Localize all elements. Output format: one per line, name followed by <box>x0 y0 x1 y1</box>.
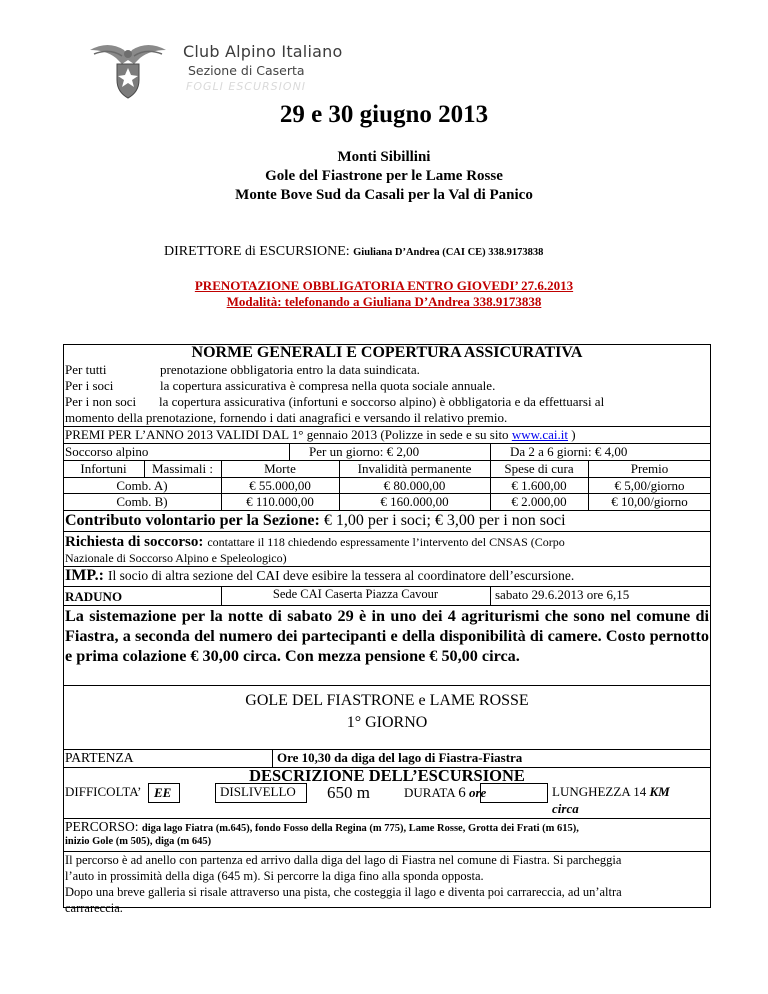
route-description <box>65 852 709 916</box>
lunghezza-unit: KM <box>649 784 670 799</box>
durata-value: 6 <box>458 785 466 801</box>
contributo-label: Contributo volontario per la Sezione: <box>65 512 320 529</box>
contributo-text: € 1,00 per i soci; € 3,00 per i non soci <box>323 512 566 529</box>
director-label: DIRETTORE di ESCURSIONE: <box>164 244 350 259</box>
percorso-label: PERCORSO: <box>65 819 139 834</box>
subtitle-area: Monti Sibillini <box>337 149 431 165</box>
contributo-line <box>65 512 566 530</box>
norm-text-all: prenotazione obbligatoria entro la data suindicata. <box>160 362 420 377</box>
imp-label: IMP.: <box>65 567 104 584</box>
ins-row-a-morte: € 55.000,00 <box>249 478 311 493</box>
soccorso-multi-day: Da 2 a 6 giorni: € 4,00 <box>510 444 628 459</box>
booking-line-1: PRENOTAZIONE OBBLIGATORIA ENTRO GIOVEDI’ 27.6.2013 <box>194 278 574 293</box>
ins-row-a-label: Comb. A) <box>116 478 168 493</box>
dislivello-value: 650 m <box>327 783 370 802</box>
ins-row-a-premio: € 5,00/giorno <box>614 478 685 493</box>
ins-row-b-label: Comb. B) <box>116 494 168 509</box>
percorso-line <box>65 819 579 835</box>
imp-text: Il socio di altra sezione del CAI deve esibire la tessera al coordinatore dell’escursione. <box>107 568 575 583</box>
raduno-time: sabato 29.6.2013 ore 6,15 <box>495 587 630 602</box>
ins-row-a-invalidita: € 80.000,00 <box>383 478 446 493</box>
norm-continuation: momento della prenotazione, fornendo i dati anagrafici e versando il relativo premio. <box>65 410 508 425</box>
ins-row-b-morte: € 110.000,00 <box>246 494 314 509</box>
ins-row-a-spese: € 1.600,00 <box>511 478 567 493</box>
ins-header-massimali: Massimali : <box>151 461 214 476</box>
percorso-text2: inizio Gole (m 505), diga (m 645) <box>65 836 212 847</box>
imp-line <box>65 567 574 585</box>
ins-header-premio: Premio <box>630 461 669 476</box>
description-heading: DESCRIZIONE DELL’ESCURSIONE <box>249 766 525 785</box>
durata-unit: ore <box>468 785 487 800</box>
lunghezza-line <box>552 784 670 800</box>
durata-label: DURATA <box>404 785 455 800</box>
route-desc-line-3: Dopo una breve galleria si risale attraverso una pista, che costeggia il lago e diventa poi carrareccia, ad un’altra <box>65 885 622 899</box>
norm-who-soci: Per i soci <box>65 378 114 393</box>
durata-line <box>404 785 486 802</box>
soccorso-request <box>65 533 709 551</box>
norm-who-all: Per tutti <box>65 362 107 377</box>
director-value: Giuliana D’Andrea (CAI CE) 338.9173838 <box>353 247 544 258</box>
cai-eagle-emblem-icon <box>88 36 168 102</box>
day1-header <box>63 690 711 734</box>
premi-end: ) <box>571 427 576 442</box>
premi-text: PREMI PER L’ANNO 2013 VALIDI DAL 1° gennaio 2013 (Polizze in sede e su sito <box>65 427 509 442</box>
faded-watermark: FOGLI ESCURSIONI <box>186 80 307 93</box>
partenza-label: PARTENZA <box>65 750 134 765</box>
subtitle-day1: Gole del Fiastrone per le Lame Rosse <box>265 168 503 184</box>
booking-notice <box>0 278 768 310</box>
director-line <box>164 244 543 260</box>
lunghezza-label: LUNGHEZZA 14 <box>552 784 647 799</box>
club-section: Sezione di Caserta <box>188 63 305 78</box>
difficolta-label: DIFFICOLTA’ <box>65 784 142 799</box>
route-desc-line-2: l’auto in prossimità della diga (645 m). Si percorre la diga fino alla sponda opposta. <box>65 869 484 883</box>
percorso-text: diga lago Fiatra (m.645), fondo Fosso della Regina (m 775), Lame Rosse, Grotta dei Frati (m 615), <box>141 823 579 834</box>
soccorso-request-text2: Nazionale di Soccorso Alpino e Speleologico) <box>65 551 287 565</box>
subtitles <box>0 148 768 205</box>
soccorso-request-text: contattare il 118 chiedendo espressamente l’intervento del CNSAS (Corpo <box>207 535 565 549</box>
route-desc-line-4: carrareccia. <box>65 901 123 915</box>
club-name: Club Alpino Italiano <box>183 42 343 61</box>
norm-who-nonsoci: Per i non soci <box>65 394 137 409</box>
soccorso-label: Soccorso alpino <box>65 444 149 459</box>
soccorso-request-label: Richiesta di soccorso: <box>65 534 204 550</box>
ins-row-b-premio: € 10,00/giorno <box>611 494 688 509</box>
ins-header-spese: Spese di cura <box>504 461 574 476</box>
day1-title: GOLE DEL FIASTRONE e LAME ROSSE <box>245 692 529 709</box>
raduno-place: Sede CAI Caserta Piazza Cavour <box>272 587 439 601</box>
ins-row-b-spese: € 2.000,00 <box>511 494 567 509</box>
premi-line <box>65 427 576 443</box>
subtitle-day2: Monte Bove Sud da Casali per la Val di Panico <box>235 187 533 203</box>
durata-box <box>480 783 548 803</box>
soccorso-one-day: Per un giorno: € 2,00 <box>309 444 420 459</box>
lunghezza-note: circa <box>552 801 579 816</box>
cai-website-link[interactable]: www.cai.it <box>511 427 569 442</box>
norm-text-nonsoci: la copertura assicurativa (infortuni e soccorso alpino) è obbligatoria e da effettuarsi al <box>159 394 605 409</box>
ins-header-invalidita: Invalidità permanente <box>357 461 472 476</box>
ins-header-morte: Morte <box>264 461 296 476</box>
booking-line-2: Modalità: telefonando a Giuliana D’Andrea 338.9173838 <box>226 294 542 309</box>
norms-heading: NORME GENERALI E COPERTURA ASSICURATIVA <box>191 344 583 361</box>
difficolta-value: EE <box>154 785 172 800</box>
ins-header-infortuni: Infortuni <box>80 461 127 476</box>
dislivello-label: DISLIVELLO <box>220 784 296 799</box>
raduno-label: RADUNO <box>65 589 123 604</box>
accommodation-text: La sistemazione per la notte di sabato 29 è in uno dei 4 agriturismi che sono nel comune di Fiastra, a seconda del numero dei partecipanti e della disponibilità di camere. Costo pernotto e prima colazione € 30,00 circa. Con mezza pensione € 50,00 circa. <box>65 607 709 665</box>
partenza-value: Ore 10,30 da diga del lago di Fiastra-Fiastra <box>277 750 523 765</box>
page-title: 29 e 30 giugno 2013 <box>279 101 489 128</box>
ins-row-b-invalidita: € 160.000,00 <box>380 494 449 509</box>
route-desc-line-1: Il percorso è ad anello con partenza ed arrivo dalla diga del lago di Fiastra nel comune di Fiastra. Si parcheggia <box>65 853 622 867</box>
day1-subtitle: 1° GIORNO <box>346 714 428 731</box>
norm-text-soci: la copertura assicurativa è compresa nella quota sociale annuale. <box>160 378 496 393</box>
